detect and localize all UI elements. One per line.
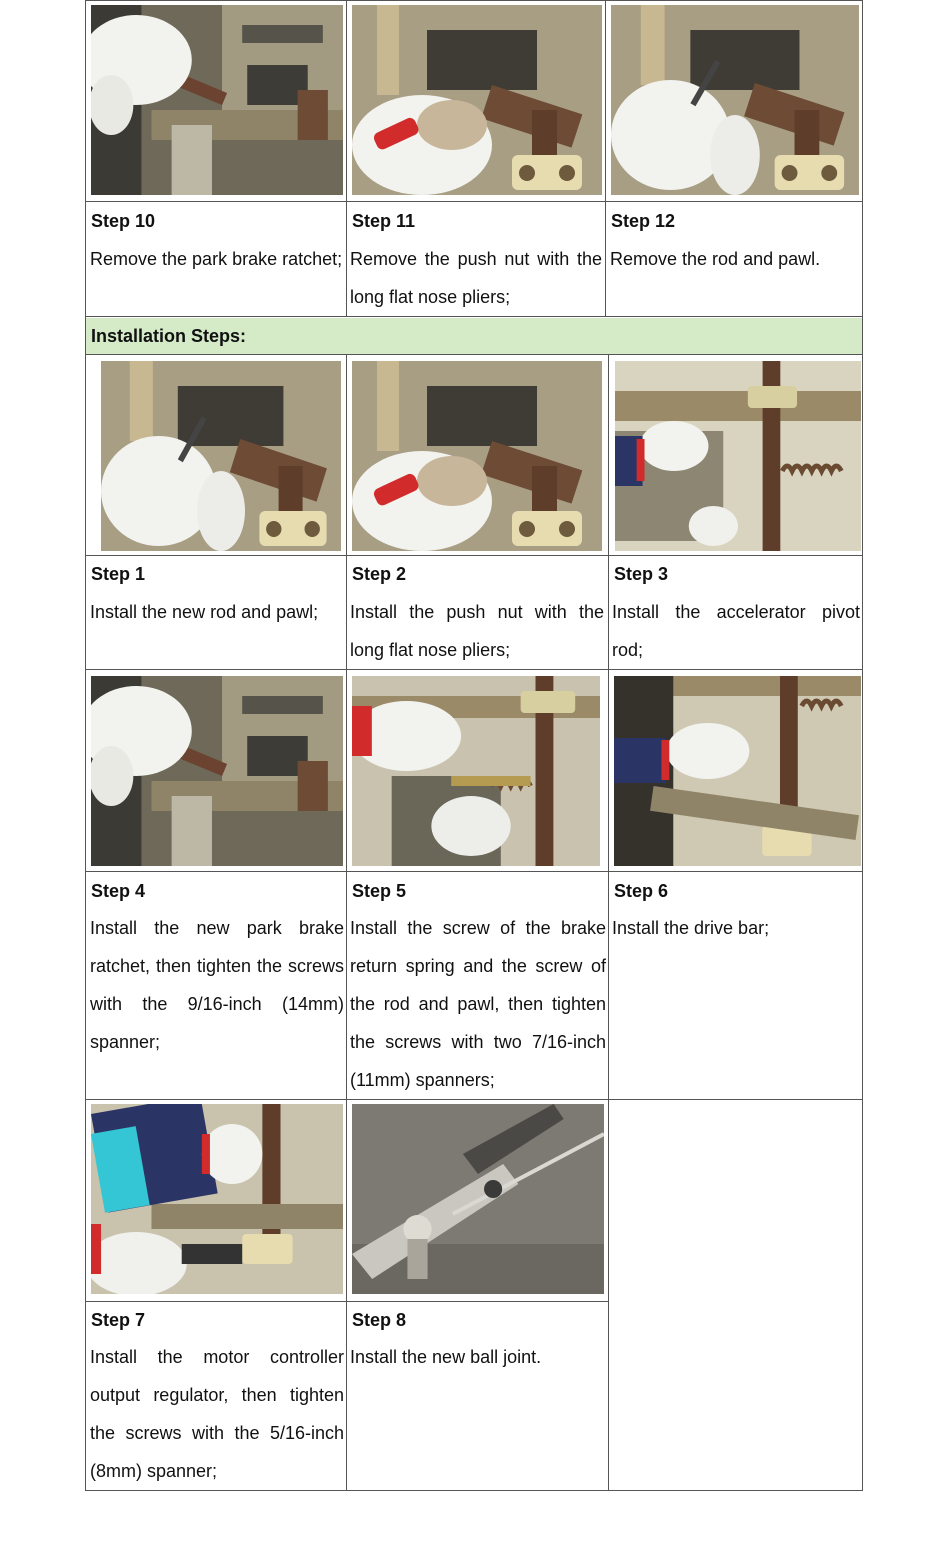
- step-10-title: Step 10: [91, 211, 156, 231]
- step-12-description: Remove the rod and pawl.: [610, 249, 821, 269]
- step-2-photo: [352, 361, 602, 551]
- step-8-title: Step 8: [352, 1310, 407, 1330]
- step-5-description: Install the screw of the brake return spring and the screw of the rod and pawl, then tighten the screws with two 7/16-inch (11mm) spanners;: [350, 918, 606, 1090]
- step-7-title: Step 7: [91, 1310, 146, 1330]
- step-2-description: Install the push nut with the long flat nose pliers;: [350, 602, 604, 660]
- step-4-title: Step 4: [91, 881, 146, 901]
- step-4-description: Install the new park brake ratchet, then tighten the screws with the 9/16-inch (14mm) spanner;: [90, 918, 344, 1052]
- step-6-description: Install the drive bar;: [612, 918, 770, 938]
- step-5-title: Step 5: [352, 881, 407, 901]
- step-1-photo: [101, 361, 341, 551]
- installation-steps-heading: Installation Steps:: [86, 318, 862, 354]
- step-11-title: Step 11: [352, 211, 416, 231]
- step-10-description: Remove the park brake ratchet;: [90, 249, 343, 269]
- step-6-photo: [614, 676, 861, 866]
- step-3-title: Step 3: [614, 564, 669, 584]
- step-10-photo: [91, 5, 343, 195]
- step-11-description: Remove the push nut with the long flat nose pliers;: [350, 249, 602, 307]
- step-3-description: Install the accelerator pivot rod;: [612, 602, 860, 660]
- step-6-title: Step 6: [614, 881, 669, 901]
- step-5-photo: [352, 676, 600, 866]
- step-8-description: Install the new ball joint.: [350, 1347, 542, 1367]
- step-7-description: Install the motor controller output regulator, then tighten the screws with the 5/16-inch (8mm) spanner;: [90, 1347, 344, 1481]
- step-1-title: Step 1: [91, 564, 146, 584]
- step-4-photo: [91, 676, 343, 866]
- step-12-photo: [611, 5, 859, 195]
- step-8-photo: [352, 1104, 604, 1294]
- step-2-title: Step 2: [352, 564, 407, 584]
- step-1-description: Install the new rod and pawl;: [90, 602, 319, 622]
- step-12-title: Step 12: [611, 211, 676, 231]
- step-7-photo: [91, 1104, 343, 1294]
- step-3-photo: [615, 361, 861, 551]
- step-11-photo: [352, 5, 602, 195]
